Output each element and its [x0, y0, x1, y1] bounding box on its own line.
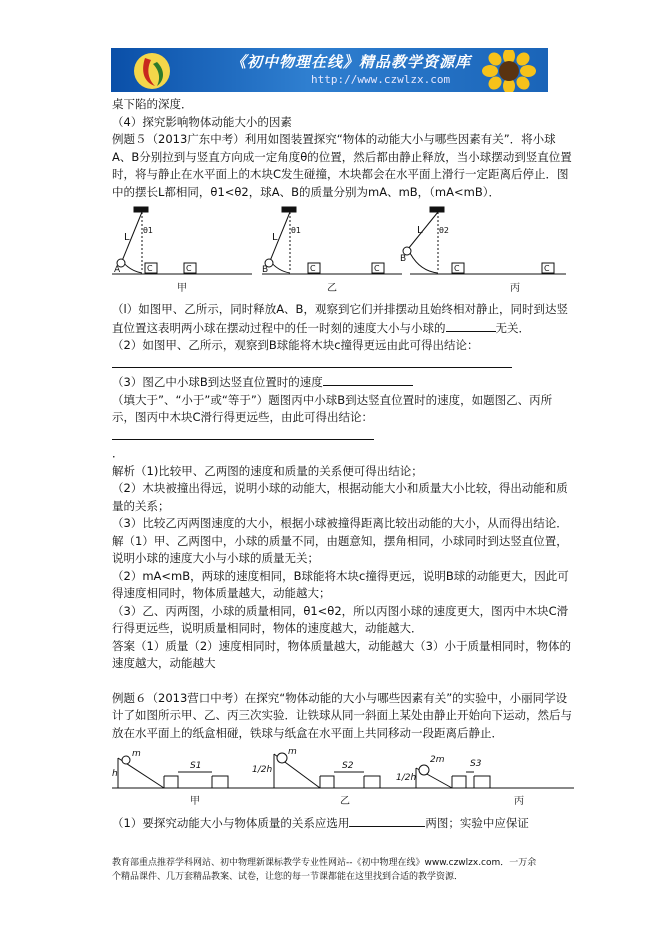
- page-footer: [112, 856, 575, 884]
- analysis-line: （3）比较乙丙两图速度的大小，根据小球被撞得距离比较出动能的大小，从而得出结论．: [112, 516, 568, 530]
- analysis-line: （2）木块被撞出得远，说明小球的动能大，根据动能大小和质量大小比较，得出动能和质量的关系；: [112, 481, 568, 513]
- block-c-label: C: [310, 264, 316, 273]
- question-6-1: （1）要探究动能大小与物体质量的关系应选用 两图；实验中应保证: [112, 816, 529, 830]
- block-c-label: C: [374, 264, 380, 273]
- ball-a-label: A: [114, 265, 121, 275]
- figure-label-yi: 乙: [340, 796, 350, 807]
- answer-blank: [112, 427, 374, 440]
- angle-label: θ1: [143, 226, 153, 235]
- distance-label: S3: [470, 759, 482, 769]
- banner-url: http://www.czwlzx.com: [311, 73, 451, 86]
- height-label: 1/2h: [252, 765, 273, 775]
- ramp-figure: [112, 746, 575, 810]
- block-c-label: C: [454, 264, 460, 273]
- figure-label-yi: 乙: [327, 283, 337, 294]
- block-c-label: C: [147, 264, 153, 273]
- ball-b-label: B: [400, 254, 407, 264]
- header-banner: [111, 48, 548, 92]
- solution-line: （3）乙、丙两图，小球的质量相同，θ1<θ2，所以丙图小球的速度更大，图丙中木块C滑行得更远些，说明质量相同时，物体的速度越大，动能越大．: [112, 603, 569, 635]
- answer-paragraph: 答案（1）质量（2）速度相同时，物体质量越大，动能越大（3）小于质量相同时，物体的速度越大，动能越大: [112, 638, 571, 670]
- answer-line: [112, 355, 575, 374]
- mass-label: 2m: [430, 755, 445, 765]
- solution-line: （2）mA<mB，两球的速度相同，B球能将木块c撞得更远，说明B球的动能更大，因此可得速度相同时，物体质量越大，动能越大；: [112, 568, 569, 600]
- analysis-line: 解析（1)比较甲、乙两图的速度和质量的关系便可得出结论；: [112, 463, 423, 478]
- mass-label: m: [132, 749, 141, 759]
- pendulum-figure: [112, 205, 575, 295]
- answer-blank: [323, 373, 413, 386]
- block-c-label: C: [186, 264, 192, 273]
- answer-blank: [349, 814, 425, 827]
- section-heading: （4）探究影响物体动能大小的因素: [112, 114, 292, 129]
- question-1: （l）如图甲、乙所示，同时释放A、B，观察到它们并排摆动且始终相对静止，同时到达竖直位置这表明两小球在摆动过程中的任一时刻的速度大小与小球的 无关．: [112, 302, 568, 335]
- figure-label-jia: 甲: [177, 283, 187, 294]
- text-line: 桌下陷的深度．: [112, 97, 193, 111]
- question-2: （2）如图甲、乙所示，观察到B球能将木块c撞得更远由此可得出结论：: [112, 338, 479, 352]
- height-label: 1/2h: [396, 773, 417, 783]
- block-c-label: C: [544, 264, 550, 273]
- footer-line: 教育部重点推荐学科网站、初中物理新课标教学专业性网站--《初中物理在线》www.czwlzx.com．一万余: [112, 858, 537, 868]
- question-3: （3）图乙中小球B到达竖直位置时的速度: [112, 373, 575, 392]
- example-6-intro: 例题６（2013营口中考）在探究“物体动能的大小与哪些因素有关”的实验中，小丽同学设计了如图所示甲、乙、丙三次实验．让铁球从同一斜面上某处由静止开始向下运动，然后与放在水平面上的纸盒相碰，铁球与纸盒在水平面上共同移动一段距离后静止．: [112, 690, 572, 740]
- length-label: L: [124, 232, 130, 243]
- answer-line: [112, 427, 575, 446]
- ball-b-label: B: [262, 265, 269, 275]
- length-label: L: [272, 232, 278, 243]
- length-label: L: [417, 225, 423, 236]
- mass-label: m: [288, 747, 297, 757]
- site-logo-icon: [133, 52, 171, 90]
- height-label: h: [112, 769, 118, 779]
- answer-blank: [112, 355, 512, 368]
- example-5-intro: 例题５（2013广东中考）利用如图装置探究“物体的动能大小与哪些因素有关”．将小球A、B分别拉到与竖直方向成一定角度θ的位置，然后都由静止释放，当小球摆动到竖直位置时，将与静止在水平面上的木块C发生碰撞，木块都会在水平面上滑行一定距离后停止．图中的摆长L都相同，θ1<θ2，球A、B的质量分别为mA、mB，（mA<mB）．: [112, 132, 572, 199]
- document-body: [112, 96, 575, 833]
- figure-label-jia: 甲: [190, 796, 200, 807]
- text-line: ．: [112, 446, 124, 460]
- figure-label-bing: 丙: [510, 283, 520, 294]
- sunflower-icon: [476, 50, 542, 92]
- question-3-cont: （填大于”、“小于”或“等于”）题图丙中小球B到达竖直位置时的速度，如题图乙、丙所示，图丙中木块C滑行得更远些，由此可得出结论：: [112, 392, 553, 424]
- answer-blank: [446, 319, 496, 332]
- distance-label: S2: [342, 761, 354, 771]
- footer-line: 个精品课件、几万套精品教案、试卷，让您的每一节课都能在这里找到合适的教学资源．: [112, 872, 464, 882]
- banner-title: 《初中物理在线》精品教学资源库: [231, 53, 472, 71]
- angle-label: θ2: [439, 226, 449, 235]
- solution-line: 解（1）甲、乙两图中，小球的质量不同，由题意知，摆角相同，小球同时到达竖直位置，说明小球的速度大小与小球的质量无关；: [112, 533, 568, 565]
- figure-label-bing: 丙: [514, 796, 524, 807]
- angle-label: θ1: [291, 226, 301, 235]
- distance-label: S1: [190, 761, 202, 771]
